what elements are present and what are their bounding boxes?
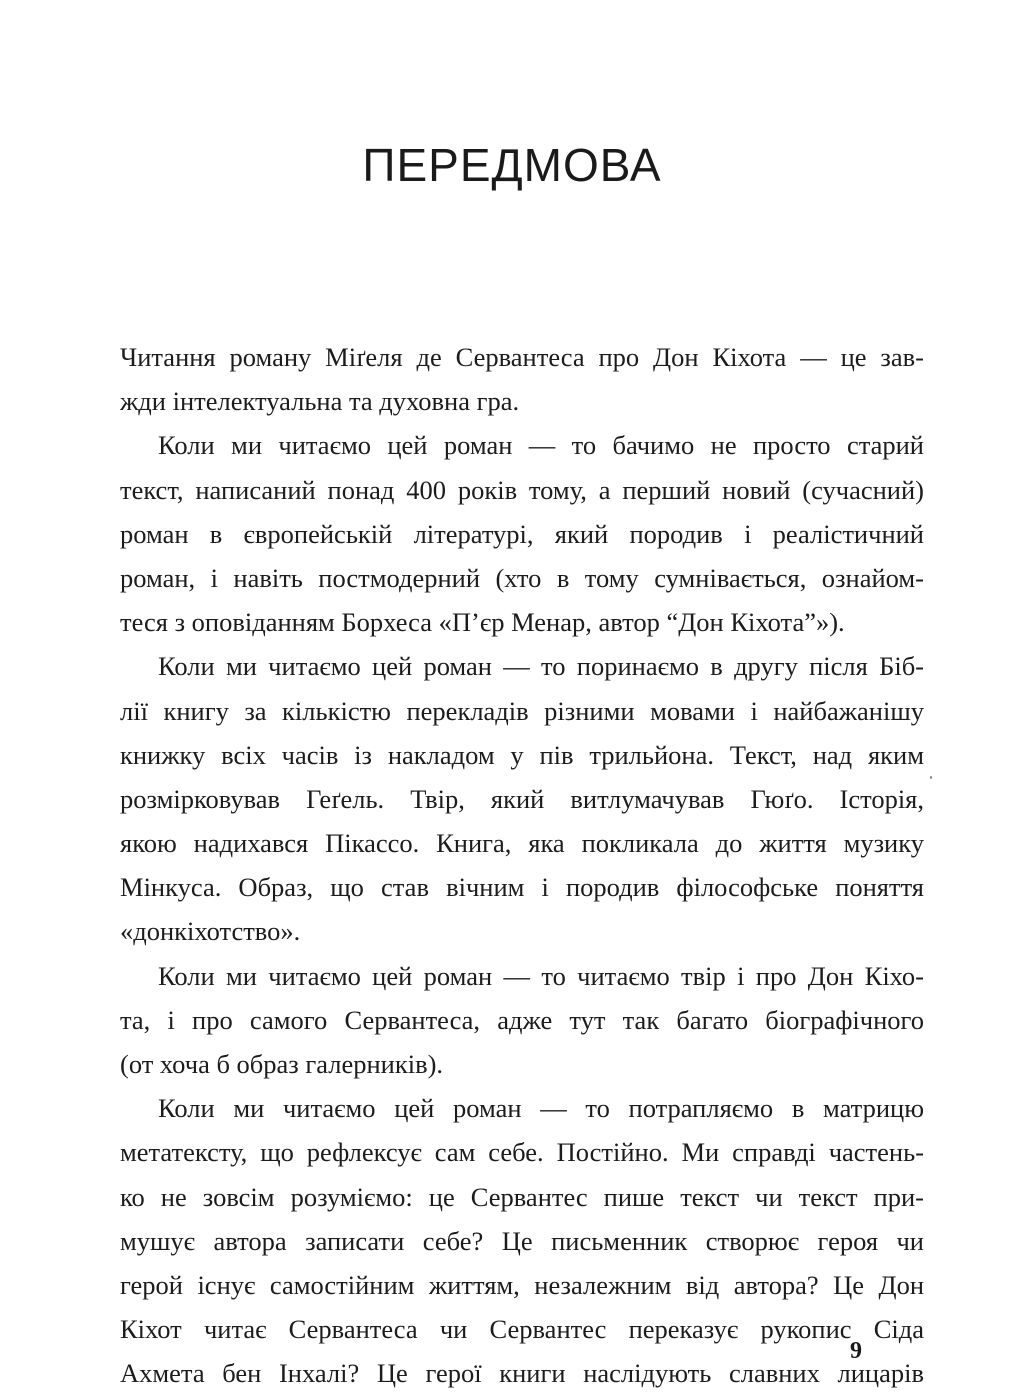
text-line: текст, написаний понад 400 років тому, а перший новий (сучасний) <box>120 474 924 505</box>
text-line: Коли ми читаємо цей роман — то бачимо не просто старий <box>158 430 924 461</box>
text-line: Коли ми читаємо цей роман — то читаємо твір і про Дон Кіхо- <box>158 960 924 991</box>
text-line: лії книгу за кількістю перекладів різними мовами і найбажанішу <box>120 695 924 726</box>
text-line: Читання роману Міґеля де Сервантеса про Дон Кіхота — це зав- <box>120 342 924 372</box>
text-line: «донкіхотство». <box>120 916 301 947</box>
text-line: мушує автора записати себе? Це письменник створює героя чи <box>120 1225 924 1256</box>
text-line: книжку всіх часів із накладом у пів трильйона. Текст, над яким <box>120 739 924 770</box>
text-line: розмірковував Геґель. Твір, який витлумачував Гюґо. Історія, <box>120 783 924 814</box>
text-line: ко не зовсім розуміємо: це Сервантес пише текст чи текст при- <box>120 1181 924 1212</box>
text-line: Мінкуса. Образ, що став вічним і породив філософське поняття <box>120 872 924 903</box>
text-line: роман, і навіть постмодерний (хто в тому сумнівається, ознайом- <box>120 562 924 593</box>
text-line: Кіхот читає Сервантеса чи Сервантес переказує рукопис Сіда <box>120 1314 924 1345</box>
text-line: Ахмета бен Інхалі? Це герої книги наслідують славних лицарів <box>120 1358 924 1389</box>
text-line: роман в європейській літературі, який породив і реалістичний <box>120 518 924 549</box>
text-line: теся з оповіданням Борхеса «П’єр Менар, автор “Дон Кіхота”»). <box>120 607 845 638</box>
text-line: жди інтелектуальна та духовна гра. <box>120 386 520 417</box>
chapter-title: ПЕРЕДМОВА <box>362 139 662 191</box>
text-line: якою надихався Пікассо. Книга, яка покликала до життя музику <box>120 828 924 859</box>
text-line: та, і про самого Сервантеса, адже тут так багато біографічного <box>120 1004 924 1035</box>
text-line: герой існує самостійним життям, незалежним від автора? Це Дон <box>120 1269 924 1300</box>
paper-speck <box>930 776 932 779</box>
text-line: (от хоча б образ галерників). <box>120 1049 444 1079</box>
body-text <box>120 335 924 1396</box>
text-line: Коли ми читаємо цей роман — то поринаємо в другу після Біб- <box>158 651 924 682</box>
page-number: 9 <box>850 1338 862 1364</box>
text-line: Коли ми читаємо цей роман — то потрапляємо в матрицю <box>158 1093 924 1124</box>
text-line: метатексту, що рефлексує сам себе. Постійно. Ми справді частень- <box>120 1137 924 1168</box>
